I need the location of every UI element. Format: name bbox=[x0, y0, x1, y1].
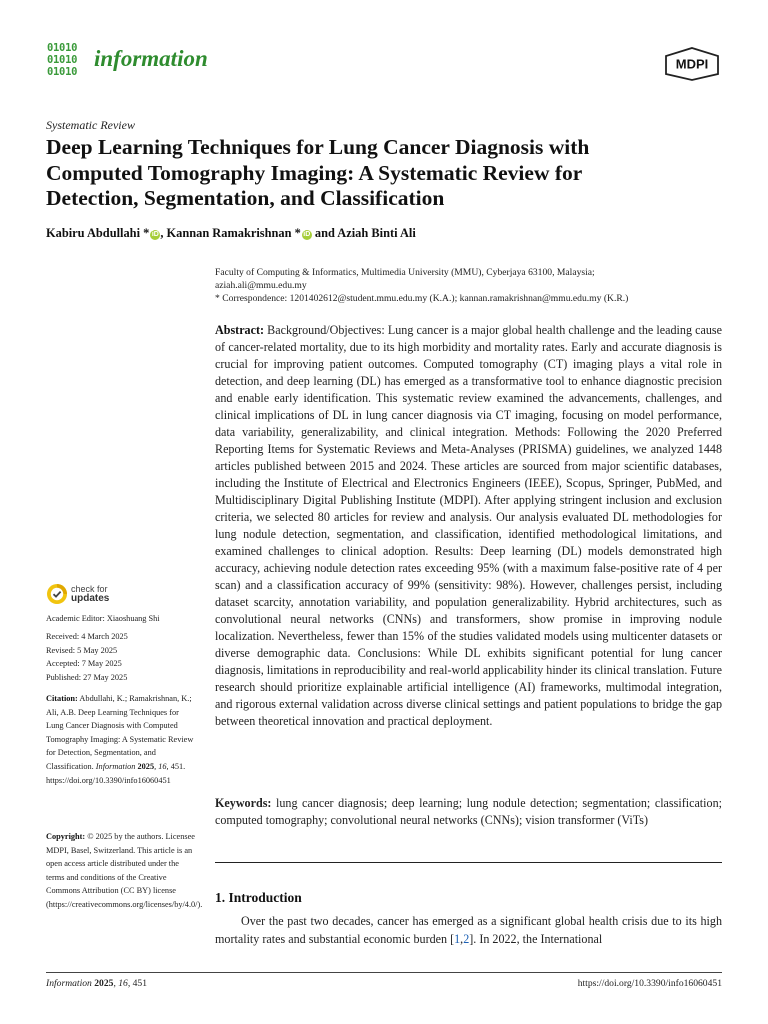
logo-bits-row: 01010 bbox=[47, 66, 78, 78]
revised-date: Revised: 5 May 2025 bbox=[46, 645, 118, 655]
citation-block bbox=[46, 692, 196, 787]
intro-text: ]. In 2022, the International bbox=[469, 932, 603, 946]
title-line: Deep Learning Techniques for Lung Cancer Diagnosis with bbox=[46, 135, 590, 159]
affiliation-line: Faculty of Computing & Informatics, Multimedia University (MMU), Cyberjaya 63100, Malaysia; bbox=[215, 267, 595, 278]
author-list bbox=[46, 226, 416, 241]
check-updates-line: updates bbox=[71, 593, 110, 604]
affiliation bbox=[215, 266, 725, 305]
publication-dates bbox=[46, 630, 201, 684]
abstract bbox=[215, 322, 722, 730]
author-name[interactable]: , Kannan Ramakrishnan * bbox=[160, 226, 301, 240]
citation-volume: , 16, bbox=[154, 761, 169, 771]
correspondence: * Correspondence: 1201402612@student.mmu.edu.my (K.A.); kannan.ramakrishnan@mmu.edu.my (K.R.) bbox=[215, 293, 629, 304]
academic-editor: Academic Editor: Xiaoshuang Shi bbox=[46, 614, 160, 623]
logo-bits-row: 01010 bbox=[47, 42, 78, 54]
citation-journal: Information bbox=[95, 761, 136, 771]
abstract-label: Abstract: bbox=[215, 323, 265, 337]
orcid-icon[interactable]: iD bbox=[151, 231, 159, 238]
citation-label: Citation: bbox=[46, 694, 78, 703]
footer-doi[interactable]: https://doi.org/10.3390/info16060451 bbox=[577, 978, 722, 989]
intro-text: Over the past two decades, cancer has emerged as a significant global health crisis due to its high mortality rates and substantial economic burden [ bbox=[215, 914, 722, 946]
intro-paragraph bbox=[215, 912, 722, 948]
abstract-text: Background/Objectives: Lung cancer is a major global health challenge and the leading cause of cancer-related mortality, due to its high morbidity and mortality rates. Early and accurate diagnosis is crucial for improving patient outcomes. Computed tomography (CT) imaging plays a vital role in detection, and deep learning (DL) has emerged as a transformative tool to enhance diagnostic precision and enable early identification. This systematic review examined the advancements, challenges, and clinical implications of DL in lung cancer diagnosis via CT imaging, focusing on model performance, data variability, generalizability, and clinical integration. Methods: Following the 2020 Preferred Reporting Items for Systematic Reviews and Meta-Analyses (PRISMA) guidelines, we analyzed 1448 articles published between 2015 and 2024. These articles are sourced from major scientific databases, including the Institute of Electrical and Electronics Engineers (IEEE), Scopus, Springer, PubMed, and Multidisciplinary Digital Publishing Institute (MDPI). After applying stringent inclusion and exclusion criteria, we selected 80 articles for review and analysis. Our analysis evaluated DL methodologies for lung nodule detection, segmentation, and classification, identified methodological limitations, and examined challenges to clinical adoption. Results: Deep learning (DL) models demonstrated high accuracy, achieving nodule detection rates exceeding 95% (with a maximum false-positive rate of 4 per scan) and a classification accuracy of 99% (sensitivity: 98%). However, challenges persist, including dataset scarcity, annotation variability, and population generalizability. Hybrid architectures, such as convolutional neural networks (CNNs) and transformers, show promise in improving nodule localization. Nevertheless, fewer than 15% of the studies validated models using multicenter datasets or diverse demographic data. Conclusions: While DL exhibits significant potential for lung cancer diagnosis, limitations in reproducibility and real-world applicability hinder its clinical translation. Future research should prioritize explainable artificial intelligence (AI) frameworks, multimodal integration, and rigorous external validation across diverse clinical settings and patient populations to bridge the gap between theoretical innovation and practical deployment. bbox=[215, 323, 722, 728]
copyright-text: © 2025 by the authors. Licensee MDPI, Basel, Switzerland. This article is an open access article distributed under the terms and conditions of the Creative Commons Attribution (CC BY) license (https://creativecommons.org/licenses/by/4.0/). bbox=[46, 832, 203, 909]
citation-link[interactable]: 1 bbox=[454, 932, 461, 946]
keywords-text: lung cancer diagnosis; deep learning; lung nodule detection; segmentation; classification; computed tomography; convolutional neural networks (CNNs); vision transformer (ViTs) bbox=[215, 796, 722, 827]
keywords bbox=[215, 795, 722, 829]
journal-logo bbox=[47, 42, 89, 80]
keywords-label: Keywords: bbox=[215, 796, 272, 810]
citation-link[interactable]: 2 bbox=[463, 932, 470, 946]
received-date: Received: 4 March 2025 bbox=[46, 632, 128, 641]
footer-citation bbox=[46, 978, 147, 989]
check-updates-text bbox=[71, 584, 109, 604]
copyright-label: Copyright: bbox=[46, 832, 86, 841]
citation-text: Abdullahi, K.; Ramakrishnan, K.; Ali, A.B. Deep Learning Techniques for Lung Cancer Diagnosis with Computed Tomography Imaging: A Systematic Review for Detection, Segmentation, and Classification. bbox=[46, 694, 194, 771]
page-title bbox=[46, 135, 726, 212]
citation-year: 2025 bbox=[135, 761, 155, 771]
footer-volume: , 16, bbox=[113, 978, 131, 989]
author-name[interactable]: Kabiru Abdullahi * bbox=[46, 226, 150, 240]
author-name[interactable]: and Aziah Binti Ali bbox=[311, 226, 416, 240]
check-updates-line: check for bbox=[71, 584, 108, 594]
section-divider bbox=[215, 862, 722, 863]
footer-divider bbox=[46, 972, 722, 973]
article-type: Systematic Review bbox=[46, 118, 135, 132]
check-updates-icon bbox=[46, 583, 68, 605]
logo-bits-row: 01010 bbox=[47, 54, 78, 66]
published-date: Published: 27 May 2025 bbox=[46, 672, 128, 682]
title-line: Detection, Segmentation, and Classification bbox=[46, 186, 445, 210]
journal-name: information bbox=[94, 46, 208, 71]
orcid-icon[interactable]: iD bbox=[303, 231, 311, 238]
check-for-updates-badge[interactable] bbox=[46, 583, 166, 607]
mdpi-logo bbox=[664, 47, 720, 81]
footer-page: 451 bbox=[130, 978, 148, 989]
citation-doi[interactable]: 451. https://doi.org/10.3390/info16060451 bbox=[46, 761, 186, 785]
publisher-name: MDPI bbox=[675, 56, 709, 72]
copyright-block bbox=[46, 830, 203, 912]
title-line: Computed Tomography Imaging: A Systematic Review for bbox=[46, 160, 583, 185]
affiliation-email[interactable]: aziah.ali@mmu.edu.my bbox=[215, 280, 307, 291]
citation-separator: , bbox=[460, 932, 464, 946]
footer-year: 2025 bbox=[91, 978, 114, 989]
footer-journal: Information bbox=[46, 978, 92, 989]
accepted-date: Accepted: 7 May 2025 bbox=[46, 659, 122, 669]
section-heading: 1. Introduction bbox=[215, 890, 302, 905]
